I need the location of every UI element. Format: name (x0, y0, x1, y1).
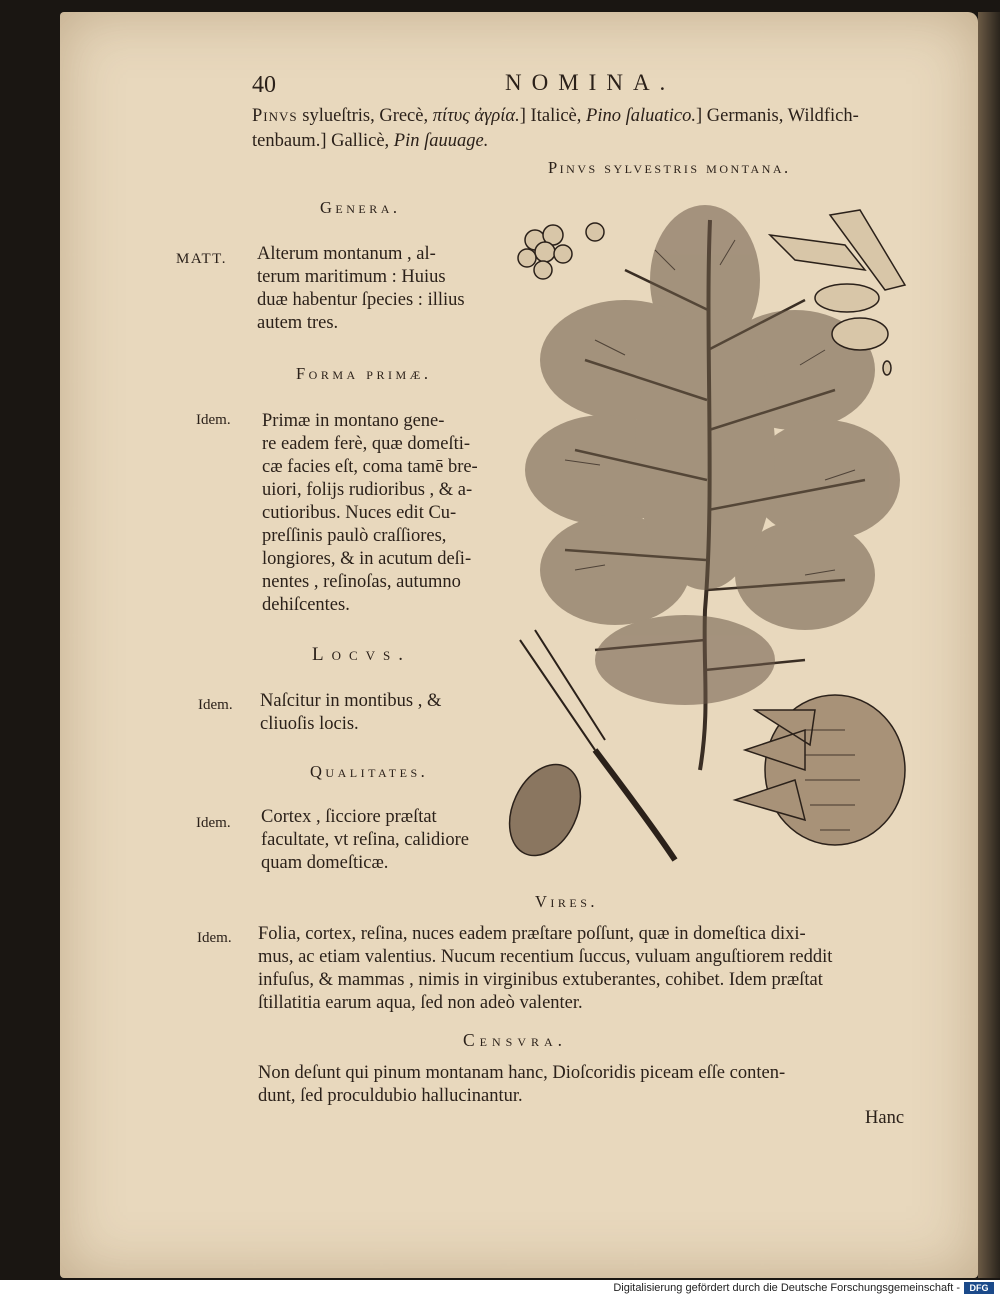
french-name: Pin ſauuage. (393, 131, 489, 151)
text-line: dehiſcentes. (262, 595, 350, 615)
text-line: Alterum montanum , al- (257, 244, 436, 264)
text-line: nentes , reſinoſas, autumno (262, 572, 461, 592)
text-line: dunt, ſed proculdubio hallucinantur. (258, 1086, 523, 1106)
text-line: ſtillatitia earum aqua, ſed non adeò valenter. (258, 993, 583, 1013)
text-genera (257, 243, 497, 335)
text-line: Folia, cortex, reſina, nuces eadem præſtare poſſunt, quæ in domeſtica dixi- (258, 924, 806, 944)
text-line: cutioribus. Nuces edit Cu- (262, 503, 457, 523)
heading-qualitates: Qualitates. (310, 762, 429, 781)
text-line: Cortex , ſicciore præſtat (261, 807, 437, 827)
heading-genera: Genera. (320, 198, 401, 217)
text-line: duæ habentur ſpecies : illius (257, 290, 465, 310)
nomina-text: ] Italicè, (519, 106, 587, 126)
margin-note-idem: Idem. (196, 412, 231, 428)
running-head: NOMINA. (505, 70, 676, 95)
margin-note-matt: MATT. (176, 251, 227, 267)
nomina-text: ] Gallicè, (320, 131, 394, 151)
german-name: Wildfich- (787, 106, 859, 126)
heading-forma: Forma primæ. (296, 364, 432, 383)
text-line: cæ facies eſt, coma tamē bre- (262, 457, 478, 477)
margin-note-idem: Idem. (198, 697, 233, 713)
heading-censura: Censvra. (463, 1030, 568, 1050)
text-line: re eadem ferè, quæ domeſti- (262, 434, 471, 454)
pinus-word: Pinvs (252, 106, 298, 126)
text-vires (258, 923, 923, 1015)
text-line: uiori, folijs rudioribus , & a- (262, 480, 473, 500)
text-locus (260, 690, 500, 736)
italian-name: Pino ſaluatico. (586, 106, 696, 126)
text-line: terum maritimum : Huius (257, 267, 446, 287)
nomina-line-2 (252, 131, 488, 152)
nomina-line-1 (252, 106, 859, 127)
page-edge (978, 12, 1000, 1278)
text-line: quam domeſticæ. (261, 853, 389, 873)
text-line: facultate, vt reſina, calidiore (261, 830, 470, 850)
text-line: preſſinis paulò craſſiores, (262, 526, 447, 546)
pine-woodcut-illustration (505, 190, 925, 870)
nomina-text: sylueſtris, Grecè, (297, 106, 433, 126)
text-line: infuſus, & mammas , nimis in virginibus extuberantes, cohibet. Idem præſtat (258, 970, 823, 990)
text-line: Non deſunt qui pinum montanam hanc, Dioſcoridis piceam eſſe conten- (258, 1063, 786, 1083)
greek-name: πίτυς ἀγρία. (432, 106, 520, 126)
digitization-footer (0, 1280, 1000, 1297)
heading-vires: Vires. (535, 892, 599, 911)
margin-note-idem: Idem. (197, 930, 232, 946)
nomina-text: ] Germanis, (695, 106, 788, 126)
text-forma (262, 410, 502, 617)
page-number: 40 (252, 72, 276, 98)
text-censura (258, 1062, 923, 1108)
footer-credit: Digitalisierung gefördert durch die Deutsche Forschungsgemeinschaft - (613, 1282, 960, 1294)
dfg-logo-icon: DFG (964, 1282, 994, 1294)
catchword: Hanc (865, 1108, 905, 1128)
heading-locus: Locvs. (312, 644, 412, 665)
text-line: Naſcitur in montibus , & (260, 691, 442, 711)
text-line: Primæ in montano gene- (262, 411, 445, 431)
margin-note-idem: Idem. (196, 815, 231, 831)
text-line: autem tres. (257, 313, 339, 333)
figure-title: Pinvs sylvestris montana. (548, 158, 791, 177)
text-line: mus, ac etiam valentius. Nucum recentium ſuccus, vuluam anguſtiorem reddit (258, 947, 833, 967)
text-line: longiores, & in acutum deſi- (262, 549, 472, 569)
text-line: cliuoſis locis. (260, 714, 359, 734)
german-name-cont: tenbaum. (252, 131, 321, 151)
text-qualitates (261, 806, 501, 875)
